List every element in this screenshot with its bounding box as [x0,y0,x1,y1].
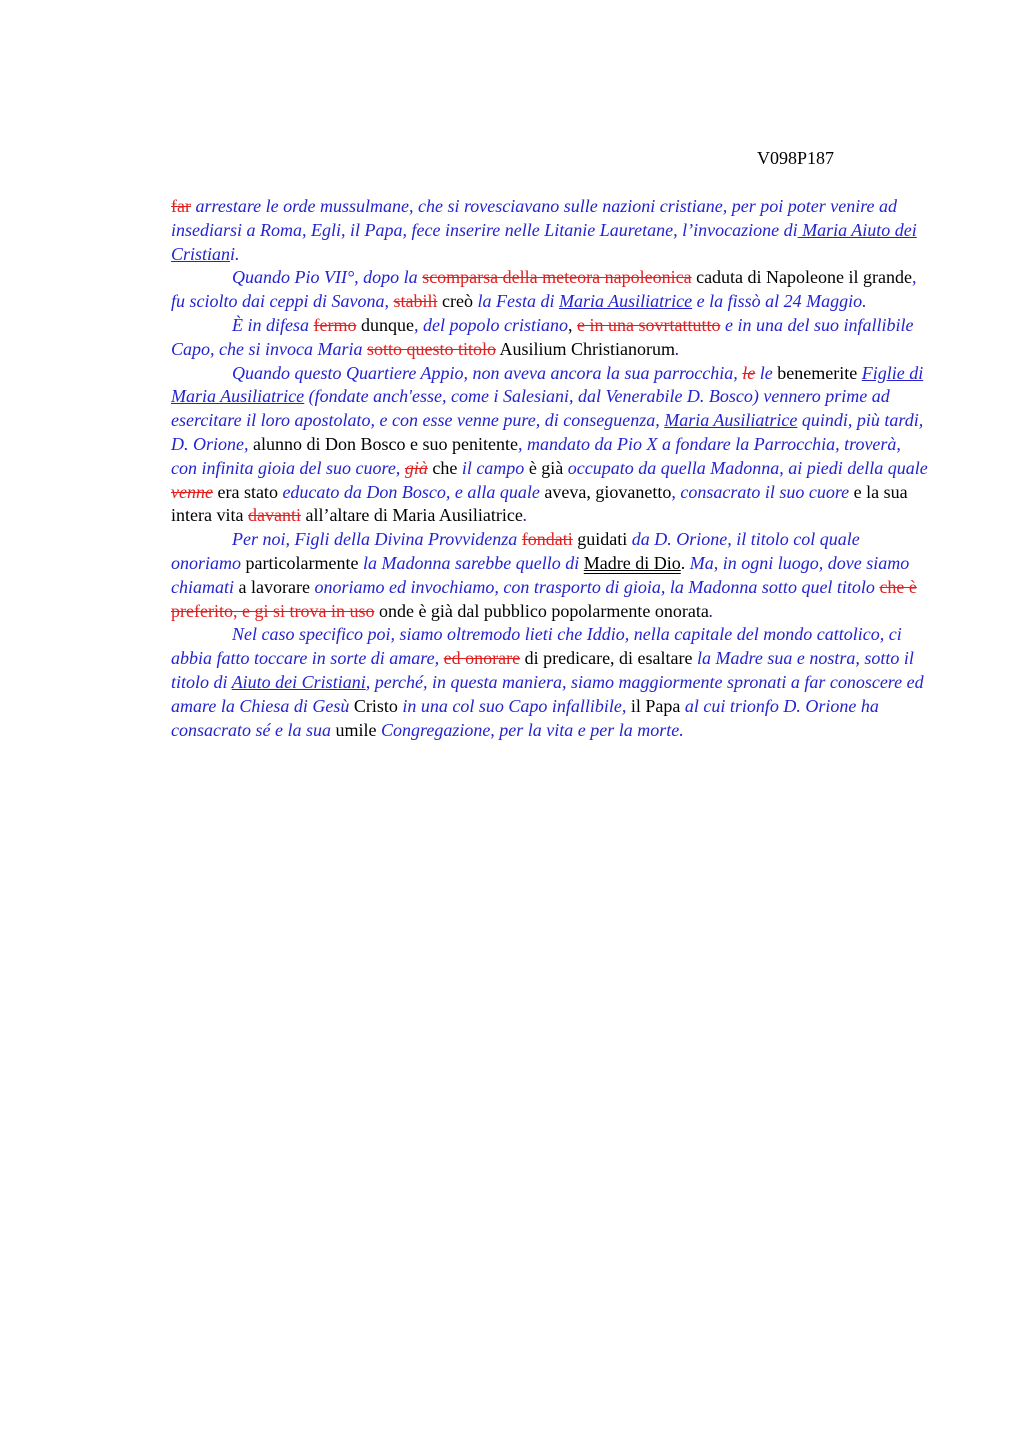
deleted-text: sotto questo titolo [366,338,496,359]
underlined-inserted-text: Aiuto dei Cristiani [231,671,366,692]
inserted-text: Congregazione, per la vita e per la morte. [380,719,684,740]
deleted-text: scomparsa della meteora napoleonica [422,267,692,288]
inserted-text: al cui trionfo D. Orione ha consacrato sé e la sua [171,695,879,740]
deleted-text: davanti [247,505,301,526]
inserted-text: Quando Pio VII°, dopo la [232,267,423,288]
inserted-text: , del popolo cristiano [413,314,568,335]
plain-text: è già [524,457,568,478]
plain-text: caduta di Napoleone il grande [691,267,912,288]
inserted-text: , mandato da Pio X a fondare la Parrocchia, troverà, con infinita gioia del suo cuore, [171,433,901,478]
plain-text: che [427,457,462,478]
underlined-inserted-text: Maria Aiuto dei Cristian [171,219,917,264]
plain-text: alunno di Don Bosco e suo penitente [248,433,518,454]
inserted-text: (fondate anch'esse, come i Salesiani, dal Venerabile D. Bosco) vennero prime ad esercitare il loro apostolato, e con esse venne pure, di conseguenza, [171,386,890,431]
document-body [171,195,931,742]
inserted-text: . [675,338,680,359]
deleted-text: fermo [313,314,357,335]
deleted-text: ed onorare [443,648,521,669]
paragraph-2 [171,266,931,314]
inserted-text: educato da Don Bosco, e alla quale [282,481,540,502]
plain-text: guidati [572,529,632,550]
plain-text: particolarmente [241,552,363,573]
page-id: V098P187 [757,148,835,168]
plain-text: di predicare, di esaltare [520,648,698,669]
underlined-inserted-text: Maria Ausiliatrice [664,410,798,431]
deleted-text: venne [171,481,213,502]
paragraph-4 [171,362,931,529]
inserted-text: la Festa di [477,291,559,312]
deleted-text: le [742,362,756,383]
plain-text: il Papa [626,695,685,716]
deleted-text: far [171,196,191,216]
inserted-text: . [708,600,714,621]
plain-text: era stato [212,481,283,502]
inserted-text: quindi, più tardi, D. Orione, [171,410,924,454]
inserted-text: arrestare le orde mussulmane, che si rovesciavano sulle nazioni cristiane, per poi poter venire ad insediarsi a Roma, Egli, il Papa, fece inserire nelle Litanie Lauretane, l’invocazione di [171,196,898,240]
plain-text: , [567,314,577,335]
inserted-text: e in una del suo infallibile Capo, che si invoca Maria [171,314,914,359]
plain-text: dunque [356,314,414,335]
underlined-inserted-text: Figlie di Maria Ausiliatrice [171,362,924,407]
deleted-text: fondati [521,529,573,550]
plain-text: a lavorare [234,576,315,597]
underlined-inserted-text: Maria Ausiliatrice [558,291,693,312]
inserted-text: i. [230,243,240,264]
inserted-text: onoriamo ed invochiamo, con trasporto di gioia, la Madonna sotto quel titolo [314,576,880,597]
inserted-text: È in difesa [232,314,314,335]
plain-text: e la sua intera vita [171,481,908,526]
inserted-text: Ma, in ogni luogo, dove siamo chiamati [171,552,910,597]
inserted-text: la Madonna sarebbe quello di [362,552,580,573]
paragraph-5 [171,528,931,623]
paragraph-3 [171,314,931,362]
deleted-text: che è preferito, e gi si trova in uso [171,576,917,621]
plain-text: creò [437,291,478,312]
inserted-text: , fu sciolto dai ceppi di Savona, [171,267,917,312]
inserted-text: . [522,505,528,526]
inserted-text: la Madre sua e nostra, sotto il titolo di [171,648,914,692]
deleted-text: già [404,457,428,478]
deleted-text: stabilì [393,291,438,312]
inserted-text: , perché, in questa maniera, siamo maggiormente spronati a far conoscere ed amare la Chiesa di Gesù [171,671,924,716]
inserted-text: e la fissò al 24 Maggio. [692,291,867,312]
plain-text: Cristo [349,695,403,716]
plain-text: Ausilium Christianorum [496,338,676,359]
inserted-text: Nel caso specifico poi, siamo oltremodo lieti che Iddio, nella capitale del mondo cattolico, ci abbia fatto toccare in sorte di amare, [171,624,902,669]
inserted-text: Quando questo Quartiere Appio, non aveva ancora la sua parrocchia, [232,362,743,383]
inserted-text: da D. Orione, il titolo col quale onoriamo [171,529,860,573]
plain-text: onde è già dal pubblico popolarmente onorata [374,600,709,621]
inserted-text: le [755,362,773,383]
double-underlined-text: Madre di Dio [583,552,681,573]
plain-text: . [680,552,686,573]
inserted-text: il campo [461,457,525,478]
inserted-text: in una col suo Capo infallibile, [402,695,627,716]
paragraph-1 [171,195,931,266]
paragraph-6 [171,623,931,742]
deleted-text: e in una sovrtattutto [576,314,721,335]
inserted-text: Per noi, Figli della Divina Provvidenza [232,529,522,550]
plain-text: benemerite [772,362,862,383]
inserted-text: , consacrato il suo cuore [671,481,850,502]
plain-text: all’altare di Maria Ausiliatrice [300,505,523,526]
plain-text: umile [330,719,381,740]
inserted-text: occupato da quella Madonna, ai piedi della quale [567,457,928,478]
plain-text: aveva, giovanetto [539,481,672,502]
